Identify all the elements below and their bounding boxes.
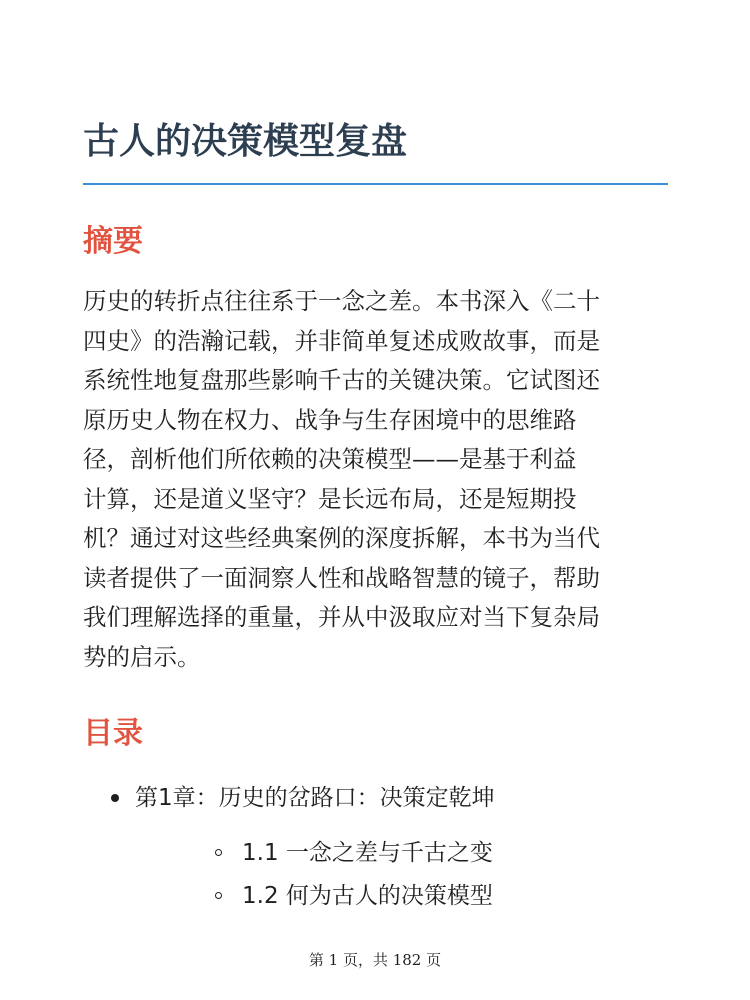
abstract-line: 势的启示。 xyxy=(83,642,201,671)
abstract-line: 径，剖析他们所依赖的决策模型——是基于利益 xyxy=(83,445,577,473)
abstract-line: 原历史人物在权力、战争与生存困境中的思维路 xyxy=(83,405,577,434)
toc-subitem[interactable] xyxy=(135,832,668,875)
bullet-circle-icon xyxy=(215,892,222,899)
abstract-line: 计算，还是道义坚守？是长远布局，还是短期投 xyxy=(83,484,577,513)
toc-sublist xyxy=(135,832,668,918)
abstract-line: 系统性地复盘那些影响千古的关键决策。它试图还 xyxy=(83,366,600,394)
abstract-paragraph xyxy=(83,282,668,677)
document-title: 古人的决策模型复盘 xyxy=(83,121,408,162)
toc-subitem-label: 1.2 何为古人的决策模型 xyxy=(242,883,493,909)
toc-subitem-label: 1.1 一念之差与千古之变 xyxy=(242,840,493,866)
title-divider xyxy=(83,183,668,185)
page-number-footer: 第 1 页，共 182 页 xyxy=(308,951,442,969)
abstract-line: 我们理解选择的重量，并从中汲取应对当下复杂局 xyxy=(83,603,600,631)
abstract-line: 机？通过对这些经典案例的深度拆解，本书为当代 xyxy=(83,524,600,552)
abstract-line: 读者提供了一面洞察人性和战略智慧的镜子，帮助 xyxy=(83,563,600,592)
abstract-heading: 摘要 xyxy=(83,224,143,259)
bullet-dot-icon xyxy=(111,794,119,802)
toc-chapter-label: 第1章：历史的岔路口：决策定乾坤 xyxy=(135,785,495,811)
toc-chapter-item[interactable] xyxy=(83,778,668,918)
toc-subitem[interactable] xyxy=(135,875,668,918)
abstract-line: 四史》的浩瀚记载，并非简单复述成败故事，而是 xyxy=(83,326,600,355)
toc-heading: 目录 xyxy=(83,716,143,751)
abstract-line: 历史的转折点往往系于一念之差。本书深入《二十 xyxy=(83,287,600,315)
bullet-circle-icon xyxy=(215,849,222,856)
table-of-contents xyxy=(83,778,668,918)
